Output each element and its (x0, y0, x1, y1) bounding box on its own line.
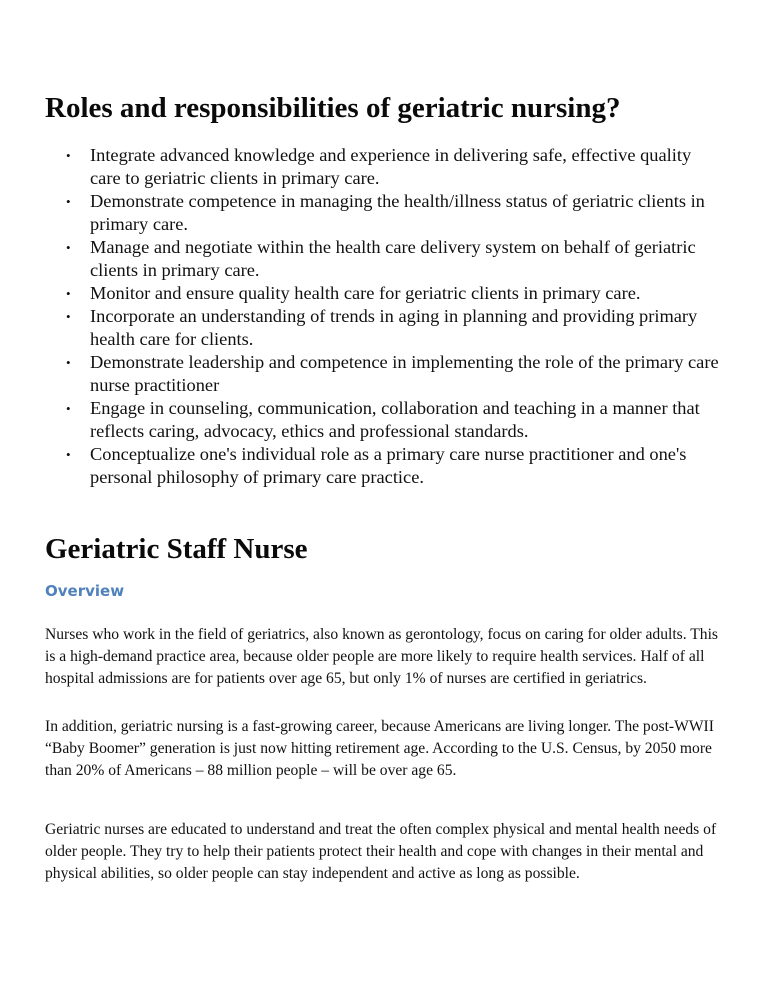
list-item (45, 236, 725, 282)
list-item-text: Demonstrate competence in managing the health/illness status of geriatric clients in primary care. (90, 191, 705, 234)
list-item (45, 282, 725, 305)
bullet-icon: • (66, 286, 71, 301)
list-item (45, 443, 725, 489)
bullet-icon: • (66, 309, 71, 324)
paragraph-intro: Nurses who work in the field of geriatrics, also known as gerontology, focus on caring for older adults. This is a high-demand practice area, because older people are more likely to require health services. Half of all hospital admissions are for patients over age 65, but only 1% of nurses are certified in geriatrics. (45, 626, 718, 687)
list-item (45, 397, 725, 443)
overview-subheading: Overview (45, 582, 125, 600)
roles-heading: Roles and responsibilities of geriatric nursing? (45, 92, 621, 124)
list-item-text: Conceptualize one's individual role as a primary care nurse practitioner and one's personal philosophy of primary care practice. (90, 444, 687, 487)
bullet-icon: • (66, 240, 71, 255)
list-item (45, 190, 725, 236)
list-item-text: Engage in counseling, communication, collaboration and teaching in a manner that reflects caring, advocacy, ethics and professional standards. (90, 398, 700, 441)
bullet-icon: • (66, 401, 71, 416)
paragraph-growth: In addition, geriatric nursing is a fast-growing career, because Americans are living longer. The post-WWII “Baby Boomer” generation is just now hitting retirement age. According to the U.S. Census, by 2050 more than 20% of Americans – 88 million people – will be over age 65. (45, 718, 714, 779)
bullet-icon: • (66, 148, 71, 163)
staff-nurse-heading: Geriatric Staff Nurse (45, 533, 308, 565)
list-item (45, 305, 725, 351)
paragraph-education: Geriatric nurses are educated to understand and treat the often complex physical and mental health needs of older people. They try to help their patients protect their health and cope with changes in their mental and physical abilities, so older people can stay independent and active as long as possible. (45, 821, 717, 882)
list-item-text: Monitor and ensure quality health care for geriatric clients in primary care. (90, 283, 641, 303)
bullet-icon: • (66, 447, 71, 462)
list-item-text: Incorporate an understanding of trends in aging in planning and providing primary health care for clients. (90, 306, 698, 349)
list-item-text: Integrate advanced knowledge and experience in delivering safe, effective quality care to geriatric clients in primary care. (90, 145, 692, 188)
list-item (45, 351, 725, 397)
list-item-text: Manage and negotiate within the health care delivery system on behalf of geriatric clients in primary care. (90, 237, 696, 280)
bullet-icon: • (66, 194, 71, 209)
roles-list (45, 144, 725, 489)
list-item (45, 144, 725, 190)
bullet-icon: • (66, 355, 71, 370)
list-item-text: Demonstrate leadership and competence in implementing the role of the primary care nurse practitioner (90, 352, 719, 395)
